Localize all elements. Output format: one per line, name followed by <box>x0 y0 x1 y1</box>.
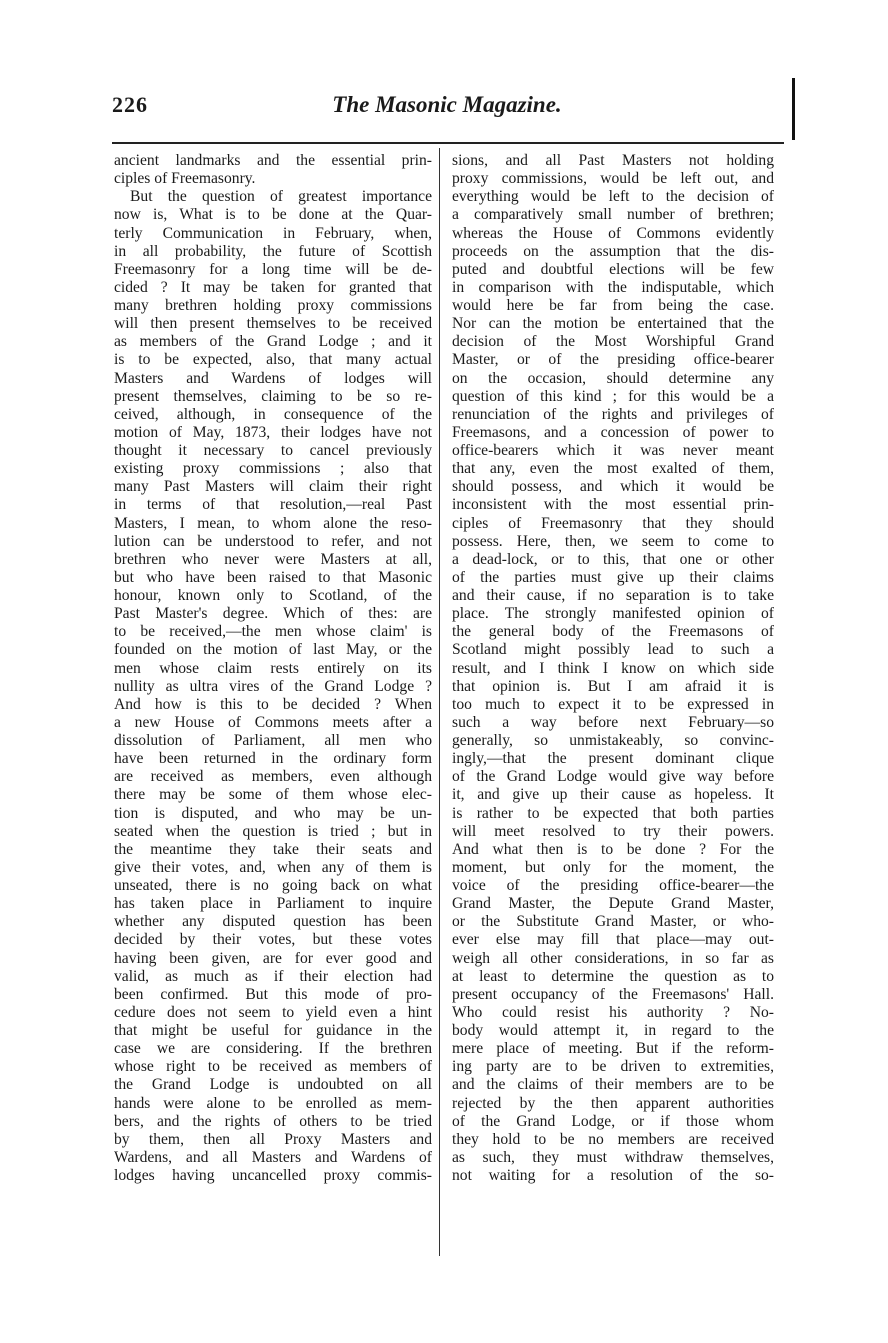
text-line: Grand Master, the Depute Grand Master, <box>452 895 774 913</box>
text-line: a comparatively small number of brethren; <box>452 206 774 224</box>
text-line: body would attempt it, in regard to the <box>452 1022 774 1039</box>
text-line: Nor can the motion be entertained that the <box>452 315 774 333</box>
column-divider <box>439 148 440 1256</box>
text-line: have been returned in the ordinary form <box>114 750 432 768</box>
text-line: mere place of meeting. But if the reform- <box>452 1040 774 1058</box>
text-line: present themselves, claiming to be so re- <box>114 387 432 405</box>
text-line: decision of the Most Worshipful Grand <box>452 333 774 351</box>
text-line: the general body of the Freemasons of <box>452 623 774 641</box>
text-line: been confirmed. But this mode of pro- <box>114 985 432 1003</box>
text-line: place. The strongly manifested opinion of <box>452 605 774 623</box>
text-line: cedure does not seem to yield even a hint <box>114 1003 432 1021</box>
text-line: founded on the motion of last May, or the <box>114 641 432 659</box>
text-line: many brethren holding proxy commissions <box>114 297 432 314</box>
text-line: they hold to be no members are received <box>452 1130 774 1148</box>
text-line: voice of the presiding office-bearer—the <box>452 877 774 894</box>
text-line: in comparison with the indisputable, which <box>452 278 774 296</box>
text-line: has taken place in Parliament to inquire <box>114 895 432 913</box>
text-line: should possess, and which it would be <box>452 478 774 496</box>
text-line: honour, known only to Scotland, of the <box>114 587 432 604</box>
text-line: thought it necessary to cancel previously <box>114 442 432 459</box>
text-line: whether any disputed question has been <box>114 913 432 931</box>
text-line: too much to expect it to be expressed in <box>452 695 774 713</box>
left-column <box>114 152 432 1185</box>
text-line: inconsistent with the most essential prin- <box>452 496 774 514</box>
text-line: everything would be left to the decision of <box>452 188 774 206</box>
text-line: unseated, there is no going back on what <box>114 877 432 894</box>
text-line: ever else may fill that place—may out- <box>452 931 774 949</box>
text-line: Who could resist his authority ? No- <box>452 1003 774 1021</box>
text-line: case we are considering. If the brethren <box>114 1040 432 1058</box>
text-line: dissolution of Parliament, all men who <box>114 732 432 749</box>
text-line: Masters, I mean, to whom alone the reso- <box>114 514 432 532</box>
text-line: ingly,—that the present dominant clique <box>452 750 774 768</box>
text-line: in terms of that resolution,—real Past <box>114 496 432 514</box>
text-line: will then present themselves to be received <box>114 315 432 333</box>
text-line: having been given, are for ever good and <box>114 949 432 967</box>
text-line: And how is this to be decided ? When <box>114 695 432 713</box>
text-line: bers, and the rights of others to be tried <box>114 1112 432 1130</box>
text-line: men whose claim rests entirely on its <box>114 659 432 677</box>
text-line: as members of the Grand Lodge ; and it <box>114 333 432 351</box>
text-line: Masters and Wardens of lodges will <box>114 369 432 387</box>
text-line: generally, so unmistakeably, so convinc- <box>452 732 774 749</box>
text-line: result, and I think I know on which side <box>452 659 774 677</box>
text-line: motion of May, 1873, their lodges have not <box>114 423 432 441</box>
text-line: that opinion is. But I am afraid it is <box>452 677 774 695</box>
text-line: nullity as ultra vires of the Grand Lodge ? <box>114 677 432 695</box>
text-line: a new House of Commons meets after a <box>114 713 432 731</box>
text-line: Freemasons, and a concession of power to <box>452 423 774 441</box>
page-number: 226 <box>112 92 148 117</box>
text-line: But the question of greatest importance <box>130 188 432 206</box>
text-line: or the Substitute Grand Master, or who- <box>452 913 774 931</box>
text-line: on the occasion, should determine any <box>452 369 774 387</box>
text-line: rejected by the then apparent authorities <box>452 1094 774 1112</box>
text-line: the meantime they take their seats and <box>114 840 432 858</box>
text-line: proxy commissions, would be left out, and <box>452 170 774 188</box>
text-line: existing proxy commissions ; also that <box>114 460 432 478</box>
text-line: such a way before next February—so <box>452 713 774 731</box>
margin-rule <box>792 78 795 140</box>
text-line: Past Master's degree. Which of thes﻿: are <box>114 605 432 623</box>
text-line: Master, or of the presiding office-bearer <box>452 351 774 369</box>
text-line: in all probability, the future of Scottish <box>114 242 432 260</box>
text-line: ciples of Freemasonry. <box>114 170 256 188</box>
text-line: and their cause, if no separation is to take <box>452 587 774 604</box>
text-line: Freemasonry for a long time will be de- <box>114 260 432 278</box>
text-line: by them, then all Proxy Masters and <box>114 1130 432 1148</box>
text-line: whereas the House of Commons evidently <box>452 224 774 242</box>
text-line: decided by their votes, but these votes <box>114 931 432 949</box>
text-line: ceived, although, in consequence of the <box>114 405 432 423</box>
text-line: tion is disputed, and who may be un- <box>114 804 432 822</box>
text-line: seated when the question is tried ; but in <box>114 822 432 840</box>
text-line: a dead-lock, or to this, that one or other <box>452 550 774 568</box>
text-line: lodges having uncancelled proxy commis- <box>114 1167 432 1184</box>
text-line: now is, What is to be done at the Quar- <box>114 206 432 224</box>
text-line: not waiting for a resolution of the so- <box>452 1167 774 1184</box>
text-line: terly Communication in February, when, <box>114 224 432 242</box>
text-line: to be received,—the men whose claim' is <box>114 623 432 641</box>
text-line: it, and give up their cause as hopeless. It <box>452 786 774 804</box>
text-line: will meet resolved to try their powers. <box>452 822 774 840</box>
text-line: Wardens, and all Masters and Wardens of <box>114 1148 432 1166</box>
text-line: hands were alone to be enrolled as mem- <box>114 1094 432 1112</box>
text-line: give their votes, and, when any of them is <box>114 858 432 876</box>
text-line: ancient landmarks and the essential prin- <box>114 152 432 169</box>
text-line: that any, even the most exalted of them, <box>452 460 774 478</box>
text-line: is rather to be expected that both parties <box>452 804 774 822</box>
text-line: is to be expected, also, that many actual <box>114 351 432 369</box>
text-line: many Past Masters will claim their right <box>114 478 432 496</box>
text-line: puted and doubtful elections will be few <box>452 260 774 278</box>
right-column <box>452 152 774 1185</box>
text-line: Scotland might possibly lead to such a <box>452 641 774 659</box>
text-line: valid, as much as if their election had <box>114 967 432 985</box>
text-line: present occupancy of the Freemasons' Hall. <box>452 985 774 1003</box>
text-line: of the Grand Lodge would give way before <box>452 768 774 786</box>
text-line: lution can be understood to refer, and not <box>114 532 432 550</box>
text-line: and the claims of their members are to be <box>452 1076 774 1094</box>
running-title: The Masonic Magazine. <box>332 92 562 117</box>
text-line: possess. Here, then, we seem to come to <box>452 532 774 550</box>
text-line: there may be some of them whose elec- <box>114 786 432 804</box>
text-line: at least to determine the question as to <box>452 967 774 985</box>
text-line: moment, but only for the moment, the <box>452 858 774 876</box>
text-line: that might be useful for guidance in the <box>114 1022 432 1039</box>
text-line: are received as members, even although <box>114 768 432 786</box>
text-line: cided ? It may be taken for granted that <box>114 278 432 296</box>
text-line: the Grand Lodge is undoubted on all <box>114 1076 432 1094</box>
text-line: would here be far from being the case. <box>452 297 774 314</box>
text-line: renunciation of the rights and privileges of <box>452 405 774 423</box>
header-rule <box>112 142 784 144</box>
text-line: weigh all other considerations, in so far as <box>452 949 774 967</box>
text-line: of the parties must give up their claims <box>452 568 774 586</box>
text-line: ing party are to be driven to extremities, <box>452 1058 774 1076</box>
text-line: brethren who never were Masters at all, <box>114 550 432 568</box>
text-line: but who have been raised to that Masonic <box>114 568 432 586</box>
text-line: sions, and all Past Masters not holding <box>452 152 774 169</box>
text-line: office-bearers which it was never meant <box>452 442 774 459</box>
text-line: of the Grand Lodge, or if those whom <box>452 1112 774 1130</box>
text-line: question of this kind ; for this would be a <box>452 387 774 405</box>
text-line: proceeds on the assumption that the dis- <box>452 242 774 260</box>
text-line: ciples of Freemasonry that they should <box>452 514 774 532</box>
text-line: as such, they must withdraw themselves, <box>452 1148 774 1166</box>
page-header <box>112 92 782 132</box>
text-line: whose right to be received as members of <box>114 1058 432 1076</box>
text-line: And what then is to be done ? For the <box>452 840 774 858</box>
